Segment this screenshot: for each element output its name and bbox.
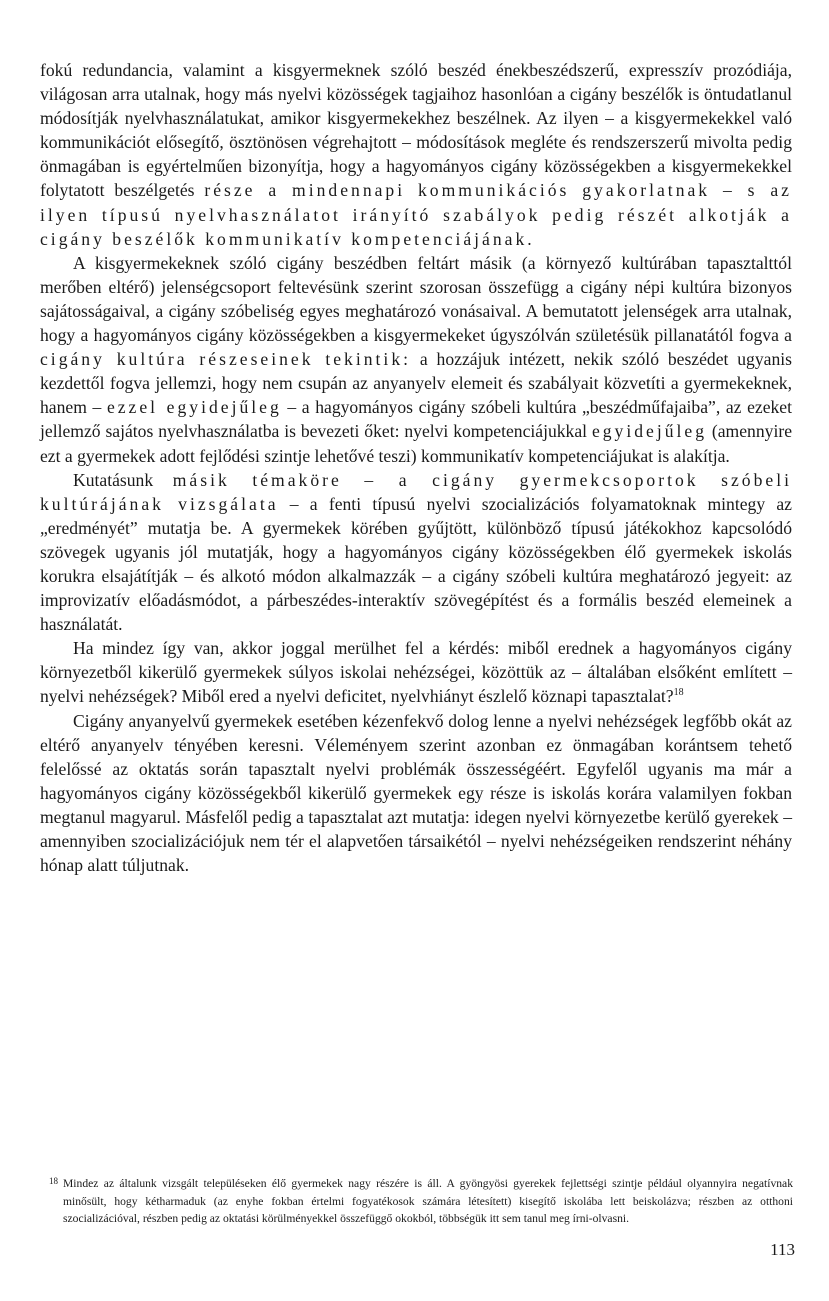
- text-run: a hozzájuk intézett, nekik szóló beszédet ugyanis kezdettől fogva jellemzi, hogy nem csupán az anyanyelv elemeit és szabályait közvetíti a gyermekeknek, hanem –: [40, 349, 792, 418]
- spaced-text: ezzel egyidejűleg: [106, 397, 282, 418]
- text-run: Ha mindez így van, akkor joggal merülhet fel a kérdés: miből erednek a hagyományos cigány környezetből kikerülő gyermekek súlyos iskolai nehézségei, közöttük az – általában elsőként említett – nyelvi nehézségek? Miből ered a nyelvi deficitet, nyelvhiányt észlelő köznapi tapasztalat?: [40, 638, 792, 707]
- spaced-text: másik témaköre – a cigány gyermekcsoportok szóbeli kultúrájának vizsgálata: [40, 469, 792, 514]
- text-run: Cigány anyanyelvű gyermekek esetében kézenfekvő dolog lenne a nyelvi nehézségek legfőbb okát az eltérő anyanyelv tényében keresni. Véleményem szerint azonban ez önmagában korántsem tehető felelőssé az oktatás során tapasztalt nyelvi problémák összességéért. Egyfelől ugyanis ma már a hagyományos cigány közösségekből kikerülő gyermekek egy része is iskolás korára valamilyen fokban megtanul magyarul. Másfelől pedig a tapasztalat azt mutatja: idegen nyelvi környezetbe kerülő gyerekek – amennyiben szocializációjuk nem tér el alapvetően társaikétól – nyelvi nehézségeiken rendszerint néhány hónap alatt túljutnak.: [40, 710, 792, 876]
- footnote-text: Mindez az általunk vizsgált településeken élő gyermekek nagy részére is áll. A gyöngyösi gyerekek fejlettségi szintje például olyannyira negatívnak minősült, hogy kétharmaduk (az enyhe fokban értelmi fogyatékosok számára létesített) kisegítő iskolába lett beiskolázva; részben az otthoni szocializációval, részben pedig az oktatási körülményekkel összefüggő okokból, többségük itt sem tanul meg írni-olvasni.: [63, 1177, 793, 1225]
- page-number: 113: [770, 1240, 795, 1259]
- spaced-text: egyidejűleg: [591, 421, 708, 442]
- body-text: [40, 58, 792, 877]
- text-run: – a hagyományos cigány szóbeli kultúra „beszédműfajaiba”, az ezeket jellemző sajátos nyelvhasználatba is bevezeti őket: nyelvi kompetenciájukkal: [40, 397, 792, 442]
- footnote-reference[interactable]: 18: [673, 687, 684, 699]
- footnote-mark: 18: [49, 1176, 58, 1186]
- text-run: Kutatásunk: [73, 469, 154, 490]
- text-run: A kisgyermekeknek szóló cigány beszédben feltárt másik (a környező kultúrában tapasztalttól merőben eltérő) jelenségcsoport feltevésünk szerint szorosan összefügg a cigány népi kultúra bizonyos sajátosságaival, a cigány szóbeliség egyes meghatározó vonásaival. A bemutatott jelenségek arra utalnak, hogy a hagyományos cigány közösségekben a kisgyermekeket úgyszólván születésük pillanatától fogva a: [40, 252, 792, 346]
- text-run: (amennyire ezt a gyermekek adott fejlődési szintje lehetővé teszi) kommunikatív kompetenciájukat is alakítja.: [40, 421, 792, 466]
- spaced-text: része a mindennapi kommunikációs gyakorlatnak – s az ilyen típusú nyelvhasználatot irányító szabályok pedig részét alkotják a cigány beszélők kommunikatív kompetenciájának.: [40, 180, 792, 249]
- paragraph-2: [40, 251, 792, 468]
- text-run: fokú redundancia, valamint a kisgyermeknek szóló beszéd énekbeszédszerű, expresszív prozódiája, világosan arra utalnak, hogy más nyelvi közösségek tagjaihoz hasonlóan a cigány beszélők is öntudatlanul módosítják nyelvhasználatukat, amikor kisgyermekekhez beszélnek. Az ilyen – a kisgyermekekkel való kommunikációt elősegítő, ösztönösen végrehajtott – módosítások megléte és rendszerszerű mivolta pedig önmagában is egyértelműen bizonyítja, hogy a hagyományos cigány közösségekben a kisgyermekekkel folytatott beszélgetés: [40, 60, 792, 201]
- text-run: – a fenti típusú nyelvi szocializációs folyamatoknak mintegy az „eredményét” mutatja be. A gyermekek körében gyűjtött, különböző típusú játékokhoz kapcsolódó szövegek ugyanis jól mutatják, hogy a hagyományos cigány közösségekben élő gyermekek iskolás korukra elsajátítják – és alkotó módon alkalmazzák – a cigány szóbeli kultúra meghatározó jegyeit: az improvizatív előadásmódot, a párbeszédes-interaktív szövegépítést és a formális beszéd elemeinek a használatát.: [40, 493, 792, 635]
- spaced-text: cigány kultúra részeseinek tekintik:: [40, 349, 412, 370]
- paragraph-3: [40, 468, 792, 637]
- paragraph-1: [40, 58, 792, 251]
- paragraph-4: [40, 636, 792, 708]
- paragraph-5: [40, 709, 792, 878]
- footnote: [49, 1175, 793, 1228]
